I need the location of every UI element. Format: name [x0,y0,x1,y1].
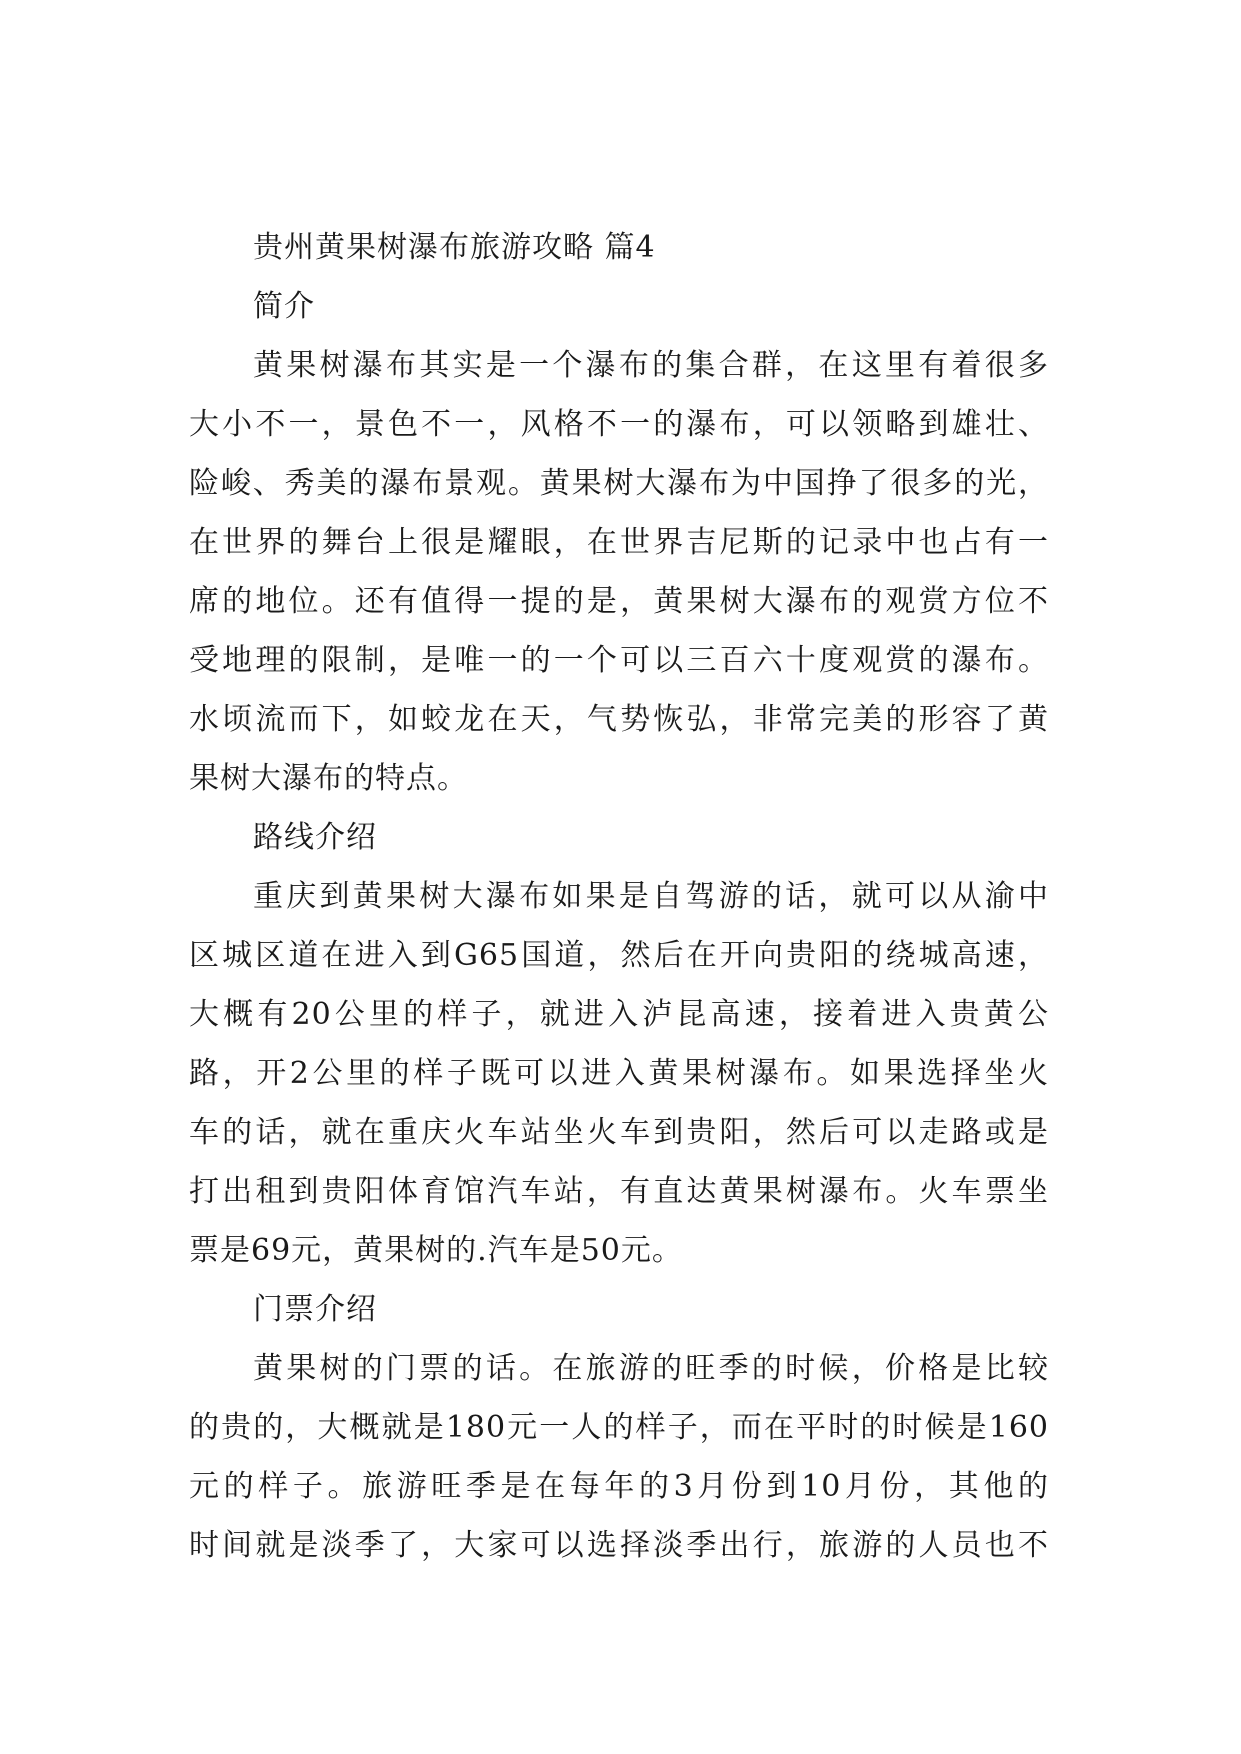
paragraph-route [189,867,1049,1280]
paragraph-line: 的贵的，大概就是180元一人的样子，而在平时的时候是160 [189,1410,1049,1445]
paragraph-tickets [189,1339,1049,1575]
paragraph-line: 重庆到黄果树大瀑布如果是自驾游的话，就可以从渝中 [253,879,1049,914]
paragraph-line: 大概有20公里的样子，就进入泸昆高速，接着进入贵黄公 [189,997,1049,1032]
paragraph-line: 元的样子。旅游旺季是在每年的3月份到10月份，其他的 [189,1469,1049,1504]
paragraph-line: 席的地位。还有值得一提的是，黄果树大瀑布的观赏方位不 [189,584,1049,619]
paragraph-line: 水顷流而下，如蛟龙在天，气势恢弘，非常完美的形容了黄 [189,702,1049,737]
paragraph-intro [189,336,1049,808]
document-body [189,218,1049,1575]
paragraph-line: 车的话，就在重庆火车站坐火车到贵阳，然后可以走路或是 [189,1115,1049,1150]
paragraph-line: 路，开2公里的样子既可以进入黄果树瀑布。如果选择坐火 [189,1056,1049,1091]
paragraph-line: 时间就是淡季了，大家可以选择淡季出行，旅游的人员也不 [189,1528,1049,1563]
section-heading-intro: 简介 [253,289,315,324]
paragraph-line: 大小不一，景色不一，风格不一的瀑布，可以领略到雄壮、 [189,407,1049,442]
paragraph-line: 黄果树瀑布其实是一个瀑布的集合群，在这里有着很多 [253,348,1049,383]
paragraph-line: 黄果树的门票的话。在旅游的旺季的时候，价格是比较 [253,1351,1049,1386]
paragraph-line: 受地理的限制，是唯一的一个可以三百六十度观赏的瀑布。 [189,643,1049,678]
paragraph-line: 在世界的舞台上很是耀眼，在世界吉尼斯的记录中也占有一 [189,525,1049,560]
paragraph-line: 险峻、秀美的瀑布景观。黄果树大瀑布为中国挣了很多的光， [189,466,1049,501]
paragraph-line: 打出租到贵阳体育馆汽车站，有直达黄果树瀑布。火车票坐 [189,1174,1049,1209]
section-heading-route: 路线介绍 [253,820,377,855]
section-heading-tickets: 门票介绍 [253,1292,377,1327]
paragraph-line: 区城区道在进入到G65国道，然后在开向贵阳的绕城高速， [189,938,1049,973]
paragraph-line: 果树大瀑布的特点。 [189,761,468,796]
paragraph-line: 票是69元，黄果树的.汽车是50元。 [189,1233,683,1268]
document-title: 贵州黄果树瀑布旅游攻略 篇4 [253,230,656,265]
